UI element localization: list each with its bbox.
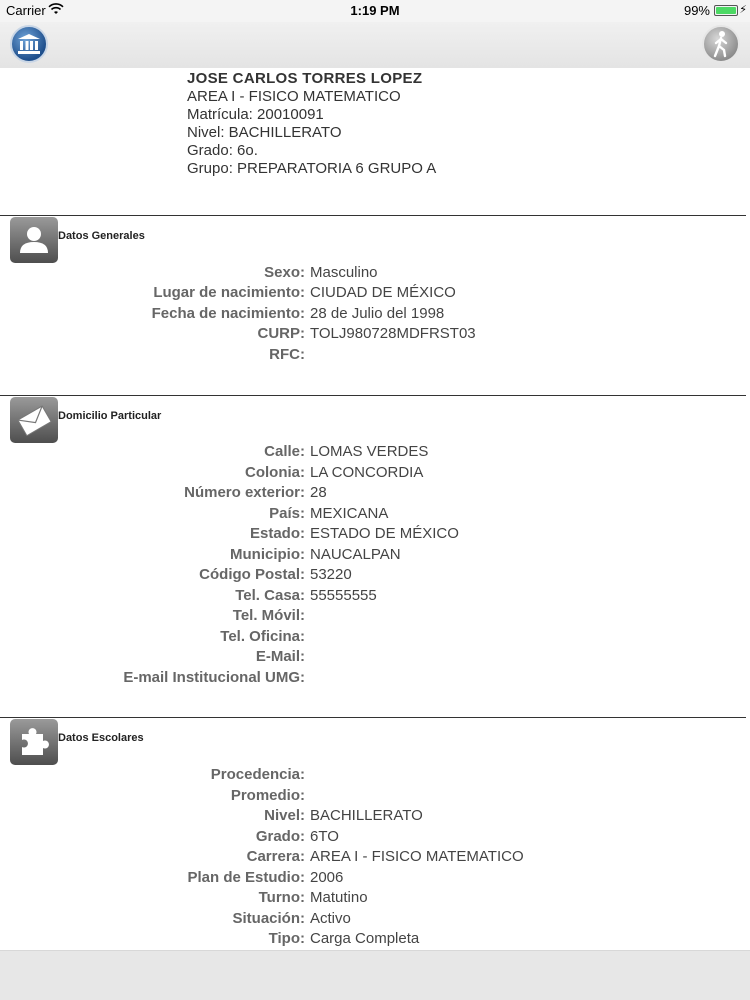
bottom-toolbar: [0, 950, 750, 1000]
student-name: JOSE CARLOS TORRES LOPEZ: [187, 70, 423, 87]
field-row: [0, 586, 750, 606]
field-row: [0, 345, 750, 365]
field-value: ESTADO DE MÉXICO: [310, 525, 459, 542]
field-label: CURP:: [257, 325, 305, 342]
field-row: [0, 668, 750, 688]
battery-percent: 99%: [683, 3, 710, 18]
student-header: [187, 70, 436, 178]
field-row: [0, 909, 750, 929]
field-row: [0, 868, 750, 888]
field-label: Colonia:: [245, 464, 305, 481]
field-value: 6TO: [310, 828, 339, 845]
nav-bar: [0, 22, 750, 68]
field-row: [0, 647, 750, 667]
field-value: 55555555: [310, 587, 377, 604]
status-bar: [0, 0, 750, 22]
field-value: 28: [310, 484, 327, 501]
puzzle-icon: [10, 719, 58, 765]
field-value: LA CONCORDIA: [310, 464, 424, 481]
field-label: Turno:: [258, 889, 305, 906]
field-value: LOMAS VERDES: [310, 443, 429, 460]
bank-icon: [17, 33, 41, 55]
field-label: Número exterior:: [184, 484, 305, 501]
field-label: Plan de Estudio:: [187, 869, 305, 886]
field-label: Promedio:: [230, 787, 305, 804]
field-row: [0, 524, 750, 544]
field-value: BACHILLERATO: [310, 807, 423, 824]
field-label: E-Mail:: [255, 648, 305, 665]
charging-icon: ⚡: [739, 4, 747, 16]
field-value: NAUCALPAN: [310, 546, 401, 563]
clock: 1:19 PM: [350, 3, 400, 18]
field-row: [0, 888, 750, 908]
field-label: Municipio:: [230, 546, 305, 563]
logout-button[interactable]: [702, 25, 740, 63]
field-label: Grado:: [255, 828, 305, 845]
field-value: Masculino: [310, 264, 378, 281]
field-label: Estado:: [249, 525, 305, 542]
field-label: Código Postal:: [199, 566, 305, 583]
field-label: Tel. Móvil:: [232, 607, 305, 624]
field-row: [0, 324, 750, 344]
envelope-icon: [10, 397, 58, 443]
field-row: [0, 304, 750, 324]
section-divider: [0, 215, 746, 216]
field-value: Carga Completa: [310, 930, 420, 947]
field-row: [0, 806, 750, 826]
field-value: Activo: [310, 910, 351, 927]
student-matricula: Matrícula: 20010091: [187, 106, 324, 123]
home-button[interactable]: [10, 25, 48, 63]
field-value: CIUDAD DE MÉXICO: [310, 284, 456, 301]
battery-icon: [714, 5, 738, 16]
field-row: [0, 929, 750, 949]
field-label: RFC:: [269, 346, 305, 363]
field-label: E-mail Institucional UMG:: [123, 669, 305, 686]
student-grupo: Grupo: PREPARATORIA 6 GRUPO A: [187, 160, 437, 177]
section-divider: [0, 395, 746, 396]
field-label: Procedencia:: [210, 766, 305, 783]
field-row: [0, 442, 750, 462]
field-row: [0, 263, 750, 283]
field-label: Nivel:: [264, 807, 305, 824]
walking-person-icon: [709, 30, 733, 58]
section-divider: [0, 717, 746, 718]
section-title: Datos Generales: [58, 230, 145, 242]
field-label: Tipo:: [268, 930, 305, 947]
field-row: [0, 627, 750, 647]
field-row: [0, 504, 750, 524]
carrier-label: Carrier: [6, 3, 46, 18]
field-value: Matutino: [310, 889, 368, 906]
student-nivel: Nivel: BACHILLERATO: [187, 124, 342, 141]
field-label: Fecha de nacimiento:: [151, 305, 305, 322]
field-row: [0, 786, 750, 806]
field-label: Situación:: [232, 910, 305, 927]
field-label: Tel. Oficina:: [220, 628, 305, 645]
field-value: MEXICANA: [310, 505, 389, 522]
field-label: Lugar de nacimiento:: [153, 284, 305, 301]
field-value: 53220: [310, 566, 352, 583]
field-value: 28 de Julio del 1998: [310, 305, 445, 322]
field-row: [0, 463, 750, 483]
field-value: AREA I - FISICO MATEMATICO: [310, 848, 524, 865]
field-row: [0, 606, 750, 626]
field-value: 2006: [310, 869, 344, 886]
field-label: Tel. Casa:: [235, 587, 305, 604]
student-area: AREA I - FISICO MATEMATICO: [187, 88, 401, 105]
field-row: [0, 483, 750, 503]
section-title: Domicilio Particular: [58, 410, 162, 422]
field-label: País:: [269, 505, 305, 522]
field-label: Sexo:: [264, 264, 305, 281]
field-row: [0, 847, 750, 867]
field-row: [0, 545, 750, 565]
field-value: TOLJ980728MDFRST03: [310, 325, 476, 342]
field-label: Calle:: [264, 443, 305, 460]
field-row: [0, 283, 750, 303]
field-row: [0, 565, 750, 585]
student-grado: Grado: 6o.: [187, 142, 258, 159]
person-icon: [10, 217, 58, 263]
field-row: [0, 827, 750, 847]
section-title: Datos Escolares: [58, 732, 144, 744]
field-label: Carrera:: [246, 848, 305, 865]
field-row: [0, 765, 750, 785]
